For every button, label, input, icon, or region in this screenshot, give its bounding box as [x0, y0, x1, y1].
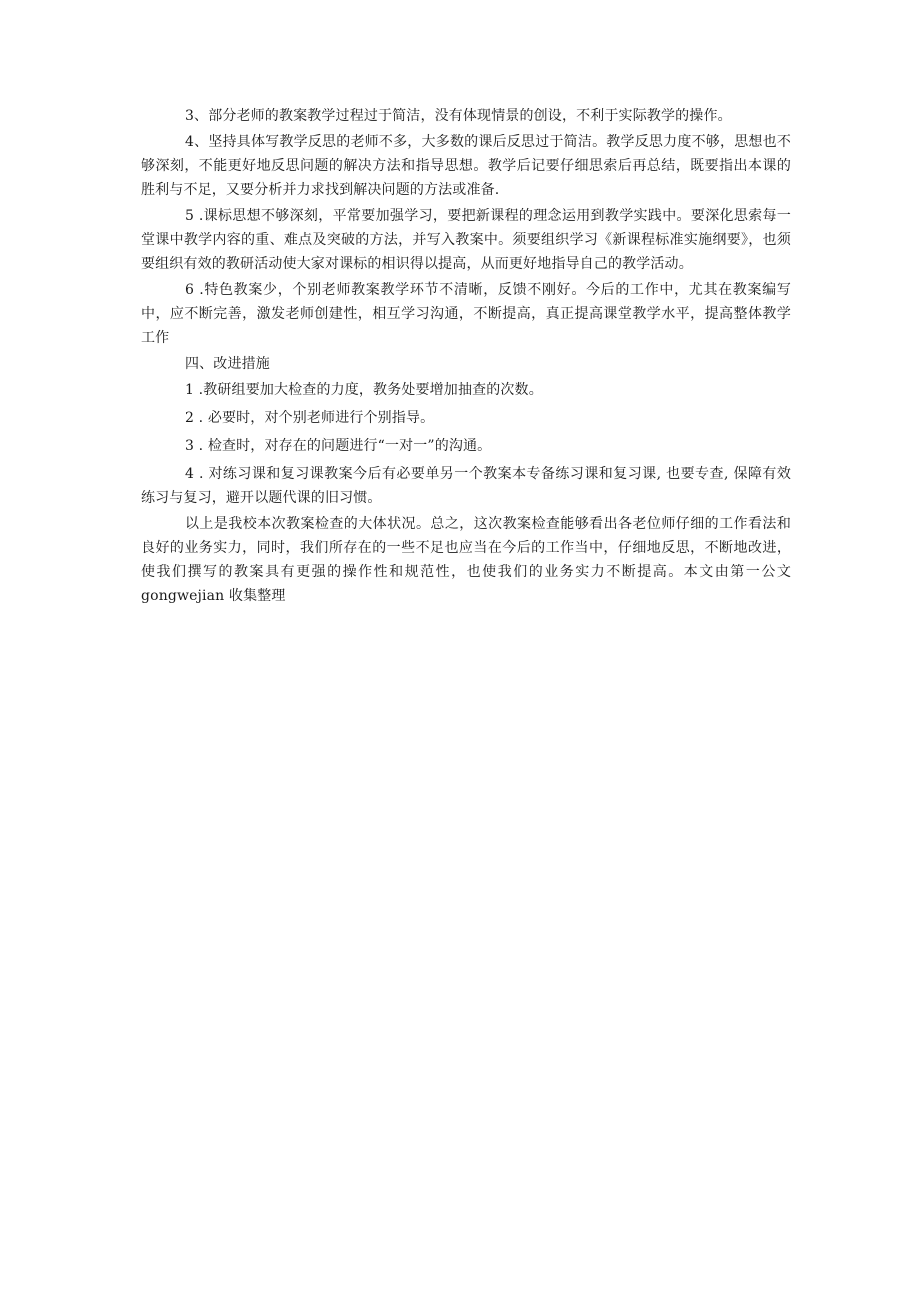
measure-item-1: 1 .教研组要加大检查的力度，教务处要增加抽查的次数。 — [185, 382, 543, 398]
conclusion-paragraph: 以上是我校本次教案检查的大体状况。总之，这次教案检查能够看出各老位师仔细的工作看法和良好的业务实力，同时，我们所存在的一些不足也应当在今后的工作当中，仔细地反思，不断地改进，使我们撰写的教案具有更强的操作性和规范性，也使我们的业务实力不断提高。本文由第一公文 gongwejian 收集整理 — [141, 516, 791, 604]
section-heading: 四、改进措施 — [185, 356, 270, 372]
paragraph-5: 5 .课标思想不够深刻，平常要加强学习，要把新课程的理念运用到教学实践中。要深化思索每一堂课中教学内容的重、难点及突破的方法，并写入教案中。须要组织学习《新课程标准实施纲要》，也须要组织有效的教研活动使大家对课标的相识得以提高，从而更好地指导自己的教学活动。 — [141, 208, 791, 272]
measure-item-3: 3 . 检查时，对存在的问题进行“一对一”的沟通。 — [185, 438, 492, 454]
paragraph-6: 6 .特色教案少，个别老师教案教学环节不清晰，反馈不刚好。今后的工作中，尤其在教案编写中，应不断完善，激发老师创建性，相互学习沟通，不断提高，真正提高课堂教学水平，提高整体教学工作 — [141, 282, 791, 346]
measure-item-2: 2 . 必要时，对个别老师进行个别指导。 — [185, 410, 435, 426]
document-body — [141, 104, 791, 610]
paragraph-4: 4、坚持具体写教学反思的老师不多，大多数的课后反思过于简洁。教学反思力度不够，思想也不够深刻，不能更好地反思问题的解决方法和指导思想。教学后记要仔细思索后再总结，既要指出本课的胜利与不足，又要分析并力求找到解决问题的方法或准备. — [141, 134, 791, 198]
paragraph-3: 3、部分老师的教案教学过程过于简洁，没有体现情景的创设，不利于实际教学的操作。 — [185, 108, 732, 124]
measure-item-4: 4 . 对练习课和复习课教案今后有必要单另一个教案本专备练习课和复习课, 也要专查, 保障有效练习与复习，避开以题代课的旧习惯。 — [141, 466, 791, 506]
